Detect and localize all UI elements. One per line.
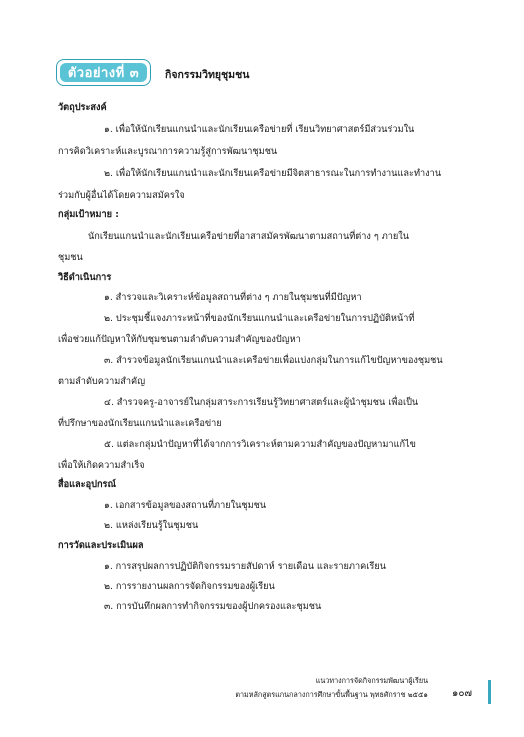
example-tag-label: ตัวอย่างที่ ๓ bbox=[60, 63, 147, 82]
footer-line-2: ตามหลักสูตรแกนกลางการศึกษาขั้นพื้นฐาน พุทธศักราช ๒๕๕๑ bbox=[235, 690, 428, 699]
body-line: เพื่อช่วยแก้ปัญหาให้กับชุมชนตามลำดับความสำคัญของปัญหา bbox=[58, 334, 301, 345]
body-line: ๕. แต่ละกลุ่มนำปัญหาที่ได้จากการวิเคราะห์ตามความสำคัญของปัญหามาแก้ไข bbox=[104, 439, 416, 450]
footer-line-1: แนวทางการจัดกิจกรรมพัฒนาผู้เรียน bbox=[315, 676, 428, 685]
body-line: ๔. สำรวจครู-อาจารย์ในกลุ่มสาระการเรียนรู้วิทยาศาสตร์และผู้นำชุมชน เพื่อเป็น bbox=[104, 397, 419, 408]
activity-title: กิจกรรมวิทยุชุมชน bbox=[165, 69, 250, 81]
heading-objectives: วัตถุประสงค์ bbox=[58, 102, 107, 113]
heading-target-group: กลุ่มเป้าหมาย : bbox=[58, 209, 119, 220]
body-line: ๒. เพื่อให้นักเรียนแกนนำและนักเรียนเครือข่ายมีจิตสาธารณะในการทำงานและทำงาน bbox=[104, 168, 442, 179]
body-line: ชุมชน bbox=[58, 252, 83, 263]
body-line: เพื่อให้เกิดความสำเร็จ bbox=[58, 460, 145, 471]
body-line: ตามลำดับความสำคัญ bbox=[58, 376, 146, 387]
page-number: ๑๐๗ bbox=[452, 688, 472, 699]
body-line: ๒. แหล่งเรียนรู้ในชุมชน bbox=[104, 520, 199, 531]
footer-divider bbox=[488, 680, 491, 704]
body-line: ๑. การสรุปผลการปฏิบัติกิจกรรมรายสัปดาห์ รายเดือน และรายภาคเรียน bbox=[104, 561, 386, 572]
example-tag bbox=[56, 59, 151, 86]
body-line: ๒. การรายงานผลการจัดกิจกรรมของผู้เรียน bbox=[104, 581, 275, 592]
body-line: ๓. การบันทึกผลการทำกิจกรรมของผู้ปกครองและชุมชน bbox=[104, 601, 322, 612]
body-line: ร่วมกับผู้อื่นได้โดยความสมัครใจ bbox=[58, 190, 185, 201]
body-line: ที่ปรึกษาของนักเรียนแกนนำและเครือข่าย bbox=[58, 418, 222, 429]
heading-procedure: วิธีดำเนินการ bbox=[58, 272, 112, 283]
body-line: ๒. ประชุมชี้แจงภาระหน้าที่ของนักเรียนแกนนำและเครือข่ายในการปฏิบัติหน้าที่ bbox=[104, 313, 415, 324]
body-line: ๓. สำรวจข้อมูลนักเรียนแกนนำและเครือข่ายเพื่อแบ่งกลุ่มในการแก้ไขปัญหาของชุมชน bbox=[104, 355, 443, 366]
body-line: การคิดวิเคราะห์และบูรณาการความรู้สู่การพัฒนาชุมชน bbox=[58, 146, 278, 157]
heading-evaluation: การวัดและประเมินผล bbox=[58, 540, 144, 551]
body-line: นักเรียนแกนนำและนักเรียนเครือข่ายที่อาสาสมัครพัฒนาตามสถานที่ต่าง ๆ ภายใน bbox=[88, 231, 410, 242]
heading-materials: สื่อและอุปกรณ์ bbox=[58, 479, 116, 490]
body-line: ๑. เอกสารข้อมูลของสถานที่ภายในชุมชน bbox=[104, 500, 267, 511]
body-line: ๑. เพื่อให้นักเรียนแกนนำและนักเรียนเครือข่ายที่ เรียนวิทยาศาสตร์มีส่วนร่วมใน bbox=[104, 124, 415, 135]
body-line: ๑. สำรวจและวิเคราะห์ข้อมูลสถานที่ต่าง ๆ ภายในชุมชนที่มีปัญหา bbox=[104, 292, 362, 303]
